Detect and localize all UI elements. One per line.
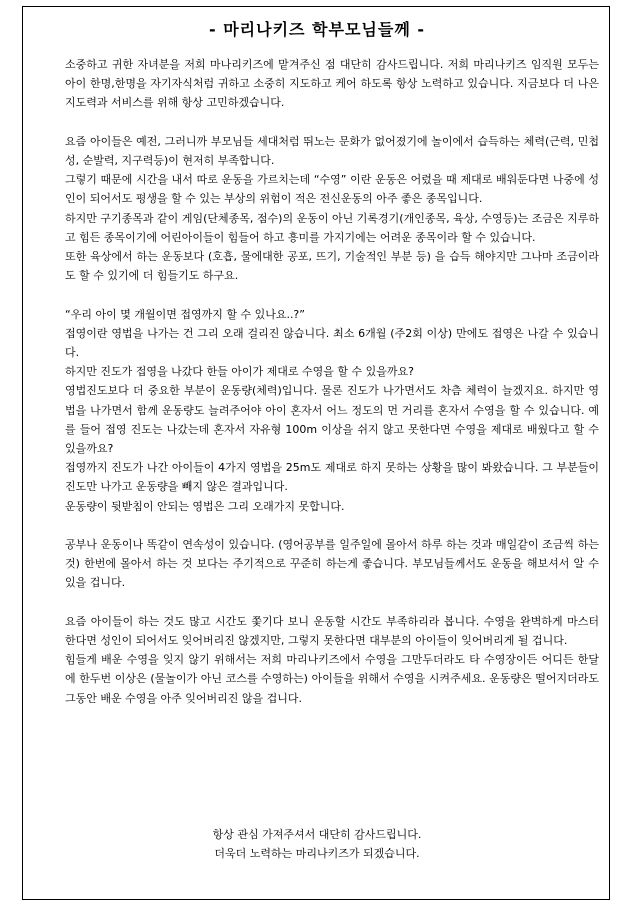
letter-title: - 마리나키즈 학부모님들께 - xyxy=(208,20,425,39)
paragraph: 하지만 진도가 접영을 나갔다 한들 아이가 제대로 수영을 할 수 있을까요? xyxy=(65,365,414,379)
paragraph: 영법진도보다 더 중요한 부분이 운동량(체력)입니다. 물론 진도가 나가면서도 차츰 체력이 늘겠지요. 하지만 영법을 나가면서 함께 운동량도 늘려주어야 아이 혼자서 어느 정도의 먼 거리를 혼자서 수영을 할 수 있습니다. 예를 들어 접영 진도는 나갔는데 혼자서 자유형 100m 이상을 쉬지 않고 못한다면 수영을 제대로 배웠다고 할 수 있을까요? xyxy=(65,384,599,456)
letter-body xyxy=(65,55,599,708)
paragraph-gap xyxy=(65,285,599,304)
paragraph: “우리 아이 몇 개월이면 접영까지 할 수 있나요..?” xyxy=(65,307,305,321)
paragraph: 소중하고 귀한 자녀분을 저희 마나리키즈에 맡겨주신 점 대단히 감사드립니다. 저희 마리나키즈 임직원 모두는 아이 한명,한명을 자기자식처럼 귀하고 소중히 지도하고 케어 하도록 항상 노력하고 있습니다. 지금보다 더 나은 지도력과 서비스를 위해 항상 고민하겠습니다. xyxy=(65,58,599,110)
paragraph: 운동량이 뒷받침이 안되는 영법은 그리 오래가지 못합니다. xyxy=(65,499,345,513)
letter-frame xyxy=(22,6,610,900)
paragraph: 요즘 아이들은 예전, 그러니까 부모님들 세대처럼 뛰노는 문화가 없어졌기에 놀이에서 습득하는 체력(근력, 민첩성, 순발력, 지구력등)이 현저히 부족합니다. xyxy=(65,134,599,167)
paragraph: 하지만 구기종목과 같이 게임(단체종목, 점수)의 운동이 아닌 기록경기(개인종목, 육상, 수영등)는 조금은 지루하고 힘든 종목이기에 어린아이들이 힘들어 하고 흥미를 가지기에는 어려운 종목이라 할 수 있습니다. xyxy=(65,211,599,244)
letter-closing xyxy=(23,825,611,863)
closing-line: 더욱더 노력하는 마리나키즈가 되겠습니다. xyxy=(214,847,420,861)
paragraph: 접영이란 영법을 나가는 건 그리 오래 걸리진 않습니다. 최소 6개월 (주2회 이상) 만에도 접영은 나갈 수 있습니다. xyxy=(65,326,599,360)
paragraph: 또한 육상에서 하는 운동보다 (호흡, 물에대한 공포, 뜨기, 기술적인 부분 등) 을 습득 해야지만 그나마 조금이라도 할 수 있기에 더 힘들기도 하구요. xyxy=(65,250,599,283)
paragraph: 요즘 아이들이 하는 것도 많고 시간도 쫓기다 보니 운동할 시간도 부족하리라 봅니다. 수영을 완벽하게 마스터 한다면 성인이 되어서도 잊어버리진 않겠지만, 그렇지 못한다면 대부분의 아이들이 잊어버리게 될 겁니다. xyxy=(65,614,599,648)
paragraph-gap xyxy=(65,593,599,612)
paragraph: 공부나 운동이나 똑같이 연속성이 있습니다. (영어공부를 일주일에 몰아서 하루 하는 것과 매일같이 조금씩 하는 것) 한번에 몰아서 하는 것 보다는 주기적으로 꾸준히 하는게 좋습니다. 부모님들께서도 운동을 해보셔서 알 수 있을 겁니다. xyxy=(65,538,599,590)
paragraph: 힘들게 배운 수영을 잊지 않기 위해서는 저희 마리나키즈에서 수영을 그만두더라도 타 수영장이든 어디든 한달에 한두번 이상은 (물놀이가 아닌 코스를 수영하는) 아이들을 위해서 수영을 시켜주세요. 운동량은 떨어지더라도 그동안 배운 수영을 아주 잊어버리진 않을 겁니다. xyxy=(65,653,599,705)
paragraph-gap xyxy=(65,516,599,535)
paragraph: 접영까지 진도가 나간 아이들이 4가지 영법을 25m도 제대로 하지 못하는 상황을 많이 봐왔습니다. 그 부분들이 진도만 나가고 운동량을 빼지 않은 결과입니다. xyxy=(65,461,599,494)
paragraph-gap xyxy=(65,113,599,132)
closing-line: 항상 관심 가져주셔서 대단히 감사드립니다. xyxy=(212,828,422,841)
paragraph: 그렇기 때문에 시간을 내서 따로 운동을 가르치는데 “수영” 이란 운동은 어렸을 때 제대로 배워둔다면 나중에 성인이 되어서도 평생을 할 수 있는 부상의 위험이 적은 전신운동의 아주 좋은 종목입니다. xyxy=(65,173,599,206)
